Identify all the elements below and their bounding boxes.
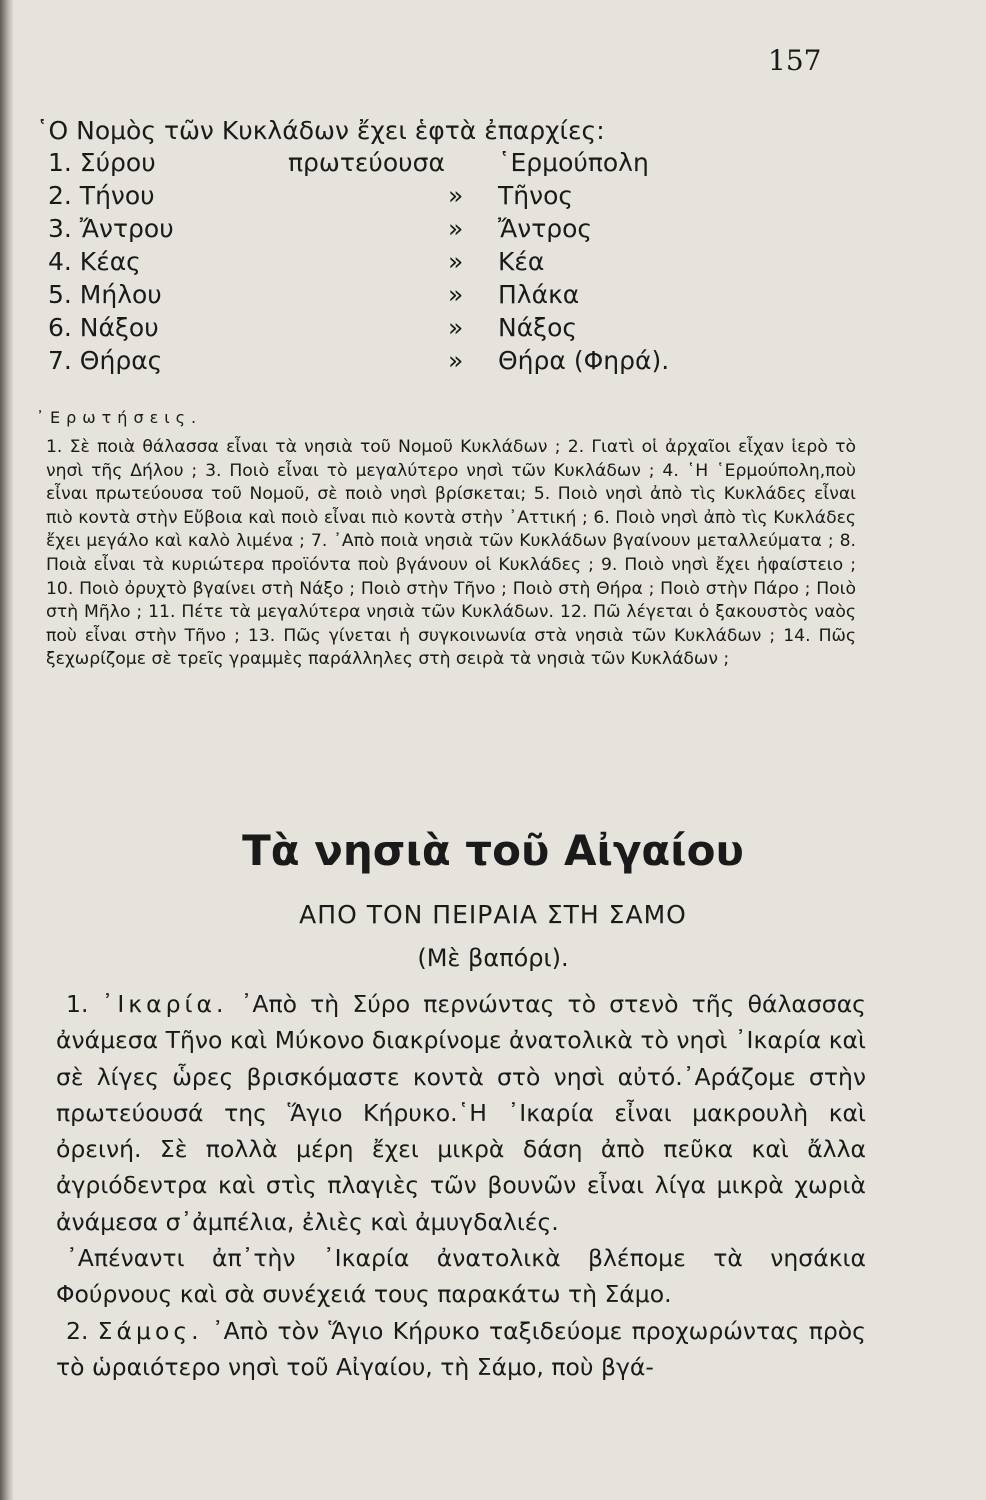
paragraph-ikaria <box>56 986 866 1240</box>
province-capital: Κέα <box>498 247 545 276</box>
questions-text: 1. Σὲ ποιὰ θάλασσα εἶναι τὰ νησιὰ τοῦ Νομοῦ Κυκλάδων ; 2. Γιατὶ οἱ ἀρχαῖοι εἶχαν ἱερὸ τὸ νησὶ τῆς Δήλου ; 3. Ποιὸ εἶναι τὸ μεγαλύτερο νησὶ τῶν Κυκλάδων ; 4. ῾Η ῾Ερμούπολη,ποὺ εἶναι πρωτεύουσα τοῦ Νομοῦ, σὲ ποιὸ νησὶ βρίσκεται; 5. Ποιὸ νησὶ ἀπὸ τὶς Κυκλάδες εἶναι πιὸ κοντὰ στὴν Εὔβοια καὶ ποιὸ εἶναι πιὸ κοντὰ στὴν ᾿Αττική ; 6. Ποιὸ νησὶ ἀπὸ τὶς Κυκλάδες ἔχει μεγάλο καὶ καλὸ λιμένα ; 7. ᾿Απὸ ποιὰ νησιὰ τῶν Κυκλάδων βγαίνουν μεταλλεύματα ; 8. Ποιὰ εἶναι τὰ κυριώτερα προϊόντα ποὺ βγάνουν οἱ Κυκλάδες ; 9. Ποιὸ νησὶ ἔχει ἡφαίστειο ; 10. Ποιὸ ὀρυχτὸ βγαίνει στὴ Νάξο ; Ποιὸ στὴν Τῆνο ; Ποιὸ στὴ Θήρα ; Ποιὸ στὴν Πάρο ; Ποιὸ στὴ Μῆλο ; 11. Πέτε τὰ μεγαλύτερα νησιὰ τῶν Κυκλάδων. 12. Πῶ λέγεται ὁ ξακουστὸς ναὸς ποὺ εἶναι στὴν Τῆνο ; 13. Πῶς γίνεται ἡ συγκοινωνία στὰ νησιὰ τῶν Κυκλάδων ; 14. Πῶς ξεχωρίζομε σὲ τρεῖς γραμμὲς παράλληλες στὴ σειρὰ τὰ νησιὰ τῶν Κυκλάδων ; <box>46 437 856 670</box>
province-label: » <box>448 181 464 210</box>
paragraph-text: ᾿Απὸ τὴ Σύρο περνώντας τὸ στενὸ τῆς θάλασσας ἀνάμεσα Τῆνο καὶ Μύκονο διακρίνομε ἀνατολικὰ τὸ νησὶ ᾿Ικαρία καὶ σὲ λίγες ὧρες βρισκόμαστε κοντὰ στὸ νησὶ αὐτό.᾿Αράζομε στὴν πρωτεύουσά της Ἅγιο Κήρυκο.῾Η ᾿Ικαρία εἶναι μακρουλὴ καὶ ὀρεινή. Σὲ πολλὰ μέρη ἔχει μικρὰ δάση ἀπὸ πεῦκα καὶ ἄλλα ἀγριόδεντρα καὶ στὶς πλαγιὲς τῶν βουνῶν εἶναι λίγα μικρὰ χωριὰ ἀνάμεσα σ᾿ἀμπέλια, ἐλιὲς καὶ ἀμυγδαλιές. <box>56 990 866 1236</box>
questions-heading: ᾿Ερωτήσεις. <box>36 408 203 427</box>
intro-line: ῾Ο Νομὸς τῶν Κυκλάδων ἔχει ἑφτὰ ἐπαρχίες: <box>36 116 605 145</box>
province-capital: Θήρα (Φηρά). <box>498 346 670 375</box>
province-label: » <box>448 313 464 342</box>
province-name: 6. Νάξου <box>48 313 159 342</box>
province-row <box>48 313 768 346</box>
province-row <box>48 346 768 379</box>
paragraph-label: Σάμος. <box>97 1316 203 1345</box>
province-name: 4. Κέας <box>48 247 141 276</box>
province-label: » <box>448 247 464 276</box>
section-title: Τὰ νησιὰ τοῦ Αἰγαίου <box>242 826 744 875</box>
province-name: 1. Σύρου <box>48 148 156 177</box>
province-name: 2. Τήνου <box>48 181 155 210</box>
page-number: 157 <box>768 44 822 77</box>
page-edge-shadow <box>0 0 14 1500</box>
province-capital: Πλάκα <box>498 280 580 309</box>
paragraph-fournoi <box>56 1240 866 1313</box>
body-text <box>56 986 866 1385</box>
province-name: 7. Θήρας <box>48 346 163 375</box>
province-name: 5. Μήλου <box>48 280 162 309</box>
province-name: 3. Ἄντρου <box>48 214 174 243</box>
section-subnote: (Μὲ βαπόρι). <box>417 944 569 972</box>
province-capital: Τῆνος <box>498 181 574 210</box>
paragraph-number: 2. <box>66 1316 89 1345</box>
province-capital: Νάξος <box>498 313 578 342</box>
province-row <box>48 214 768 247</box>
province-capital: Ἄντρος <box>498 214 593 243</box>
paragraph-text: ᾿Απέναντι ἀπ᾿τὴν ᾿Ικαρία ἀνατολικὰ βλέπομε τὰ νησάκια Φούρνους καὶ σὰ συνέχειά τους παρακάτω τὴ Σάμο. <box>56 1244 866 1309</box>
province-label: » <box>448 214 464 243</box>
province-row <box>48 280 768 313</box>
province-row <box>48 148 768 181</box>
province-label: πρωτεύουσα <box>288 148 445 177</box>
province-row <box>48 247 768 280</box>
province-row <box>48 181 768 214</box>
province-label: » <box>448 346 464 375</box>
section-subtitle: ΑΠΟ ΤΟΝ ΠΕΙΡΑΙΑ ΣΤΗ ΣΑΜΟ <box>299 900 687 929</box>
paragraph-number: 1. <box>66 990 89 1018</box>
province-capital: ῾Ερμούπολη <box>498 148 649 177</box>
paragraph-text: ᾿Απὸ τὸν Ἅγιο Κήρυκο ταξιδεύομε προχωρώντας πρὸς τὸ ὡραιότερο νησὶ τοῦ Αἰγαίου, τὴ Σάμο, ποὺ βγά- <box>56 1316 866 1381</box>
province-label: » <box>448 280 464 309</box>
province-list <box>48 148 768 379</box>
paragraph-label: ᾿Ικαρία. <box>101 990 228 1018</box>
paragraph-samos <box>56 1313 866 1386</box>
